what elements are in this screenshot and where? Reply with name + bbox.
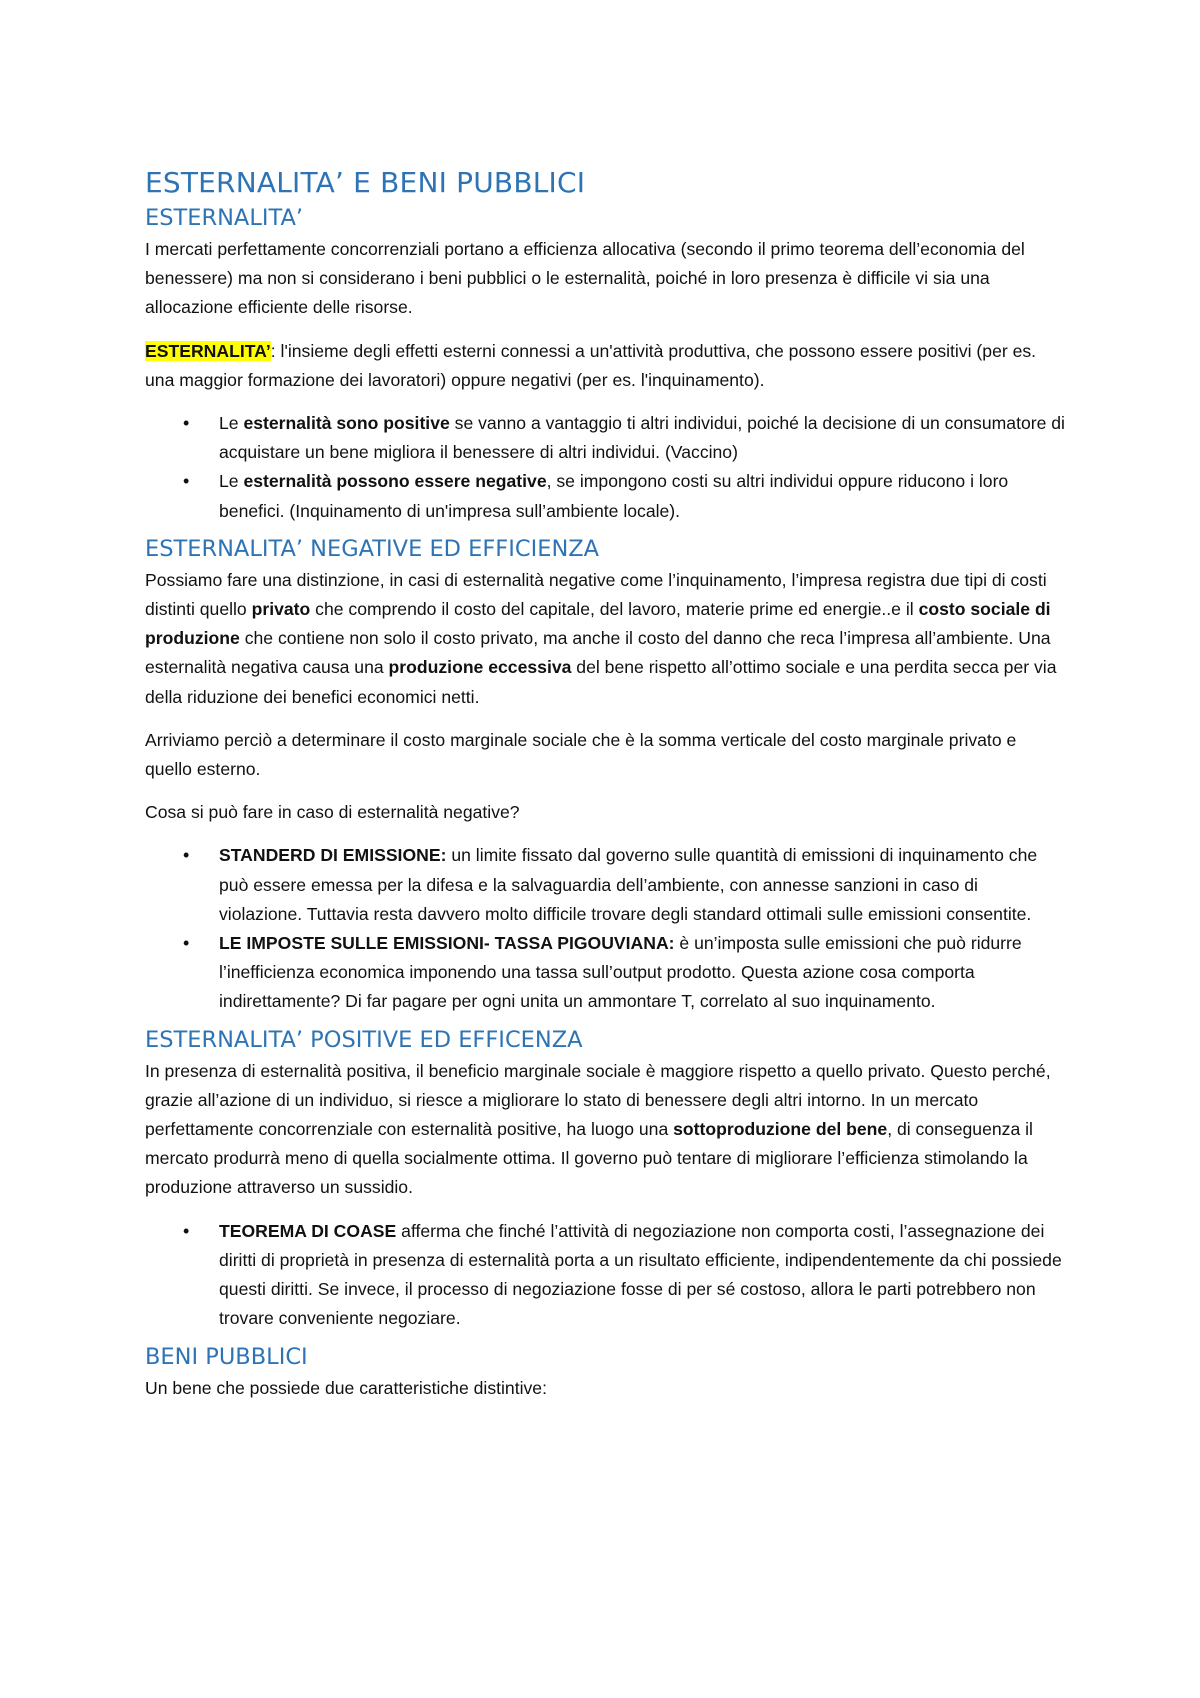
section-heading-beni-pubblici: BENI PUBBLICI <box>145 1343 308 1370</box>
list-item <box>145 409 1065 467</box>
definition-text: : l'insieme degli effetti esterni connessi a un'attività produttiva, che possono essere positivi (per es. una maggior formazione dei lavoratori) oppure negativi (per es. l'inquinamento). <box>145 340 1037 390</box>
paragraph-definition <box>145 337 1065 395</box>
paragraph-positive <box>145 1057 1065 1203</box>
bullet-list-remedies <box>145 841 1065 1016</box>
list-item-text: Le <box>219 471 244 492</box>
list-item-text: , se impongono costi su altri individui oppure riducono i loro benefici. (Inquinamento di un'impresa sull’ambiente locale). <box>219 471 1009 521</box>
list-item <box>145 1217 1065 1334</box>
list-item <box>145 467 1065 525</box>
list-item <box>145 929 1065 1017</box>
paragraph-text: che comprendo il costo del capitale, del lavoro, materie prime ed energie..e il <box>310 599 919 620</box>
bullet-list-externality-types <box>145 409 1065 526</box>
document-title: ESTERNALITA’ E BENI PUBBLICI <box>145 166 586 199</box>
list-item-bold: LE IMPOSTE SULLE EMISSIONI- TASSA PIGOUVIANA: <box>219 933 675 954</box>
highlighted-term: ESTERNALITA’ <box>145 340 271 361</box>
paragraph-bold: privato <box>251 599 311 620</box>
paragraph-intro: I mercati perfettamente concorrenziali portano a efficienza allocativa (secondo il primo teorema dell’economia del benessere) ma non si considerano i beni pubblici o le esternalità, poiché in loro presenza è difficile vi sia una allocazione efficiente delle risorse. <box>145 239 1025 318</box>
list-item-text: è un’imposta sulle emissioni che può ridurre l’inefficienza economica imponendo una tassa sull’output prodotto. Questa azione cosa comporta indirettamente? Di far pagare per ogni unita un ammontare T, correlato al suo inquinamento. <box>219 933 1022 1012</box>
paragraph-text: , di conseguenza il mercato produrrà meno di quella socialmente ottima. Il governo può tentare di migliorare l’efficienza stimolando la produzione attraverso un sussidio. <box>145 1119 1033 1198</box>
section-heading-negative: ESTERNALITA’ NEGATIVE ED EFFICIENZA <box>145 535 600 562</box>
bullet-list-coase <box>145 1217 1065 1334</box>
list-item-bold: esternalità possono essere negative <box>243 471 547 492</box>
document-content <box>145 166 1065 1417</box>
paragraph-bold: costo sociale di produzione <box>145 599 1051 649</box>
list-item-bold: TEOREMA DI COASE <box>219 1220 397 1241</box>
section-heading-esternalita: ESTERNALITA’ <box>145 205 304 231</box>
paragraph-text: Possiamo fare una distinzione, in casi di esternalità negative come l’inquinamento, l’impresa registra due tipi di costi distinti quello <box>145 569 1047 620</box>
paragraph-text: In presenza di esternalità positiva, il beneficio marginale sociale è maggiore rispetto a quello privato. Questo perché, grazie all’azione di un individuo, si riesce a migliorare lo stato di benessere degli altri intorno. In un mercato perfettamente concorrenziale con esternalità positive, ha luogo una <box>145 1060 1051 1140</box>
paragraph-negative <box>145 566 1065 712</box>
list-item-text: Le <box>219 413 244 434</box>
paragraph-bold: produzione eccessiva <box>388 657 572 678</box>
paragraph-bold: sottoproduzione del bene <box>673 1119 888 1140</box>
list-item-bold: STANDERD DI EMISSIONE: <box>219 845 447 866</box>
paragraph-text: del bene rispetto all’ottimo sociale e una perdita secca per via della riduzione dei benefici economici netti. <box>145 657 1057 707</box>
list-item-text: un limite fissato dal governo sulle quantità di emissioni di inquinamento che può essere emessa per la difesa e la salvaguardia dell’ambiente, con annesse sanzioni in caso di violazione. Tuttavia resta davvero molto difficile trovare degli standard ottimali sulle emissioni consentite. <box>219 845 1038 924</box>
list-item-text: afferma che finché l’attività di negoziazione non comporta costi, l’assegnazione dei diritti di proprietà in presenza di esternalità porta a un risultato efficiente, indipendentemente da chi possiede questi diritti. Se invece, il processo di negoziazione fosse di per sé costoso, allora le parti potrebbero non trovare conveniente negoziare. <box>219 1220 1062 1329</box>
list-item <box>145 841 1065 929</box>
paragraph-public-goods: Un bene che possiede due caratteristiche distintive: <box>145 1377 547 1398</box>
paragraph-marginal-cost: Arriviamo perciò a determinare il costo marginale sociale che è la somma verticale del costo marginale privato e quello esterno. <box>145 729 1017 780</box>
list-item-text: se vanno a vantaggio ti altri individui, poiché la decisione di un consumatore di acquistare un bene migliora il benessere di altri individui. (Vaccino) <box>219 413 1065 463</box>
paragraph-question: Cosa si può fare in caso di esternalità negative? <box>145 802 520 823</box>
paragraph-text: che contiene non solo il costo privato, ma anche il costo del danno che reca l’impresa all’ambiente. Una esternalità negativa causa una <box>145 628 1051 678</box>
list-item-bold: esternalità sono positive <box>243 413 450 434</box>
section-heading-positive: ESTERNALITA’ POSITIVE ED EFFICENZA <box>145 1026 583 1053</box>
